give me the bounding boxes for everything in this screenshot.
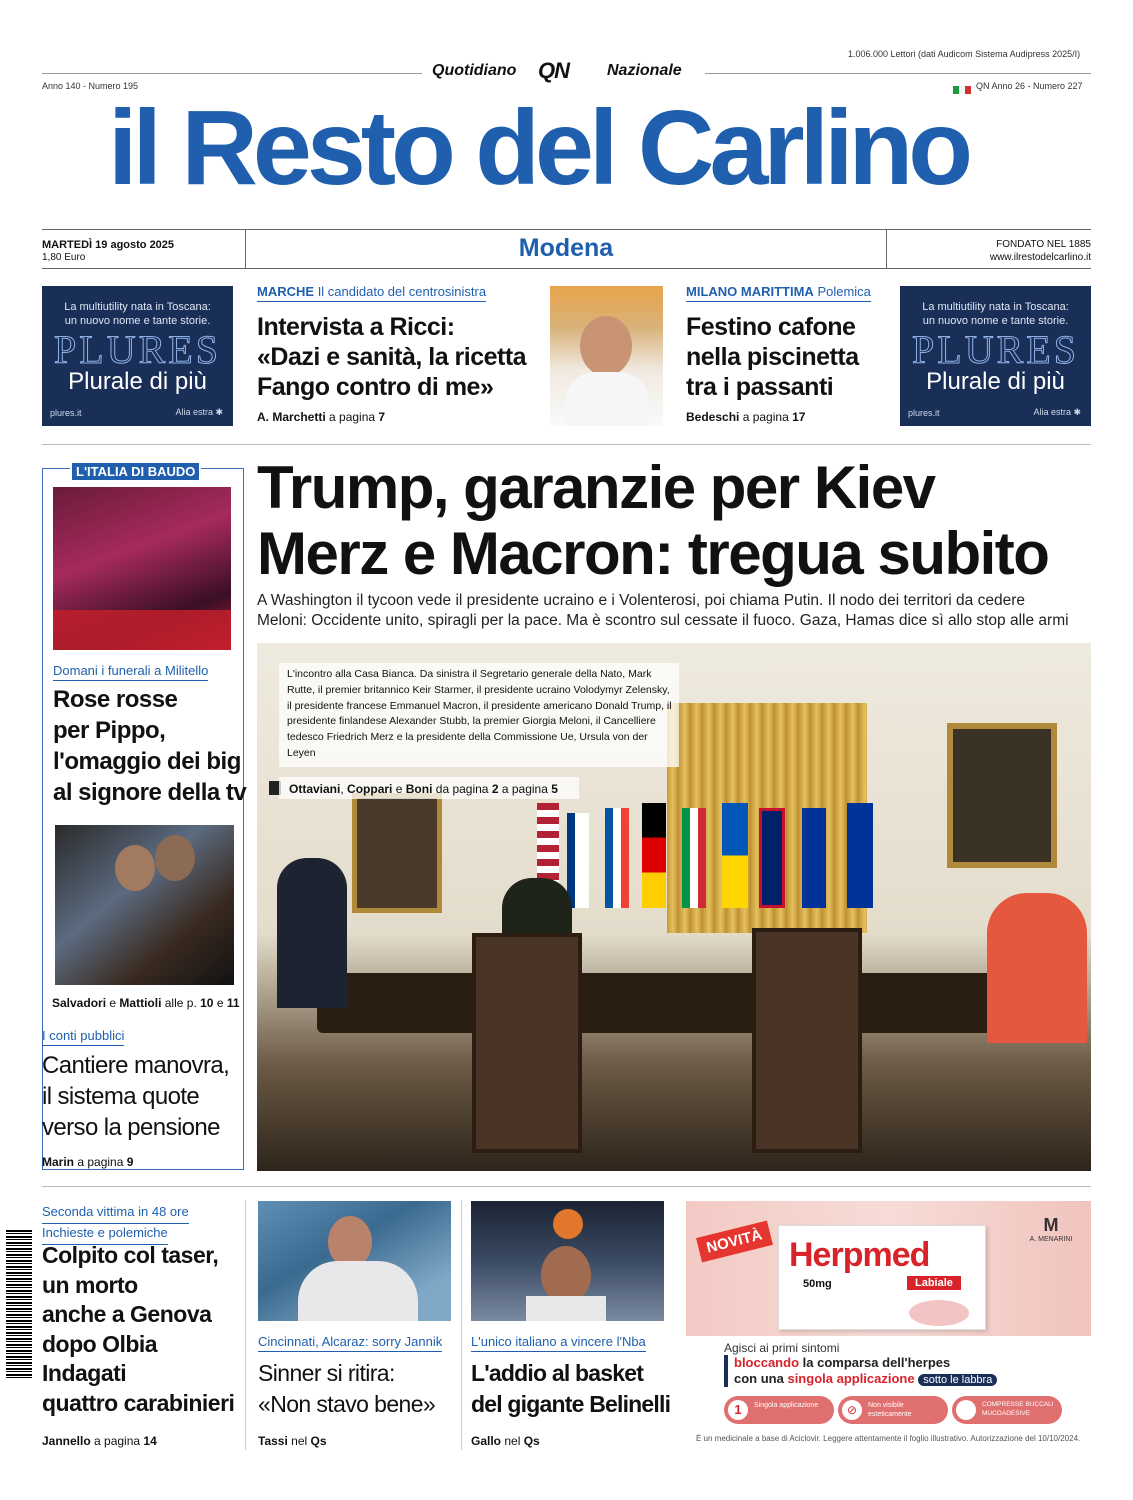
- ad-herpmed-pack: [778, 1225, 986, 1330]
- lead-credit: Ottaviani, Coppari e Boni da pagina 2 a pagina 5: [289, 782, 558, 796]
- bottom-row-divider: [42, 1186, 1091, 1187]
- ad-plures-right[interactable]: [900, 286, 1091, 426]
- tagline-left: Quotidiano: [432, 62, 517, 79]
- ad-plures-partners: Alia estra ✱: [1033, 407, 1081, 417]
- ad-herpmed-badge: NOVITÀ: [696, 1221, 773, 1263]
- ad-herpmed-disclaimer: È un medicinale a base di Aciclovir. Leggere attentamente il foglio illustrativo. Autorizzazione del 10/10/2024.: [696, 1434, 1081, 1443]
- ad-herpmed-feature-3: COMPRESSE BUCCALI MUCOADESIVE: [952, 1396, 1062, 1424]
- ad-herpmed-brand: Herpmed: [789, 1236, 930, 1274]
- ad-plures-url: plures.it: [908, 408, 940, 418]
- ad-herpmed-feature-2: ⊘ Non visibile esteticamente: [838, 1396, 948, 1424]
- ad-plures-line1: La multiutility nata in Toscana: un nuovo nome e tante storie.: [64, 301, 211, 327]
- lead-photo-caption: L'incontro alla Casa Bianca. Da sinistra il Segretario generale della Nato, Mark Rutte, il premier britannico Keir Starmer, il presidente ucraino Volodymyr Zelensky, il presidente francese Emmanuel Macron, il presidente americano Donald Trump, il presidente finlandese Alexander Stubb, la premier Giorgia Meloni, il Cancelliere tedesco Friedrich Merz e la presidente della Commissione Ue, Ursula von der Leyen: [287, 668, 672, 759]
- story-credit: Gallo nel Qs: [471, 1434, 540, 1448]
- ad-herpmed-line3: con una singola applicazione sotto le labbra: [734, 1371, 997, 1386]
- ricci-photo: [550, 286, 663, 426]
- story-headline: L'addio al basket del gigante Belinelli: [471, 1360, 671, 1417]
- dateline-divider-right: [886, 229, 887, 269]
- story-headline: Festino cafone nella piscinetta tra i passanti: [686, 313, 859, 401]
- ad-plures-slogan: Plurale di più: [926, 368, 1065, 395]
- story-kicker: Domani i funerali a Militello: [53, 663, 208, 681]
- dateline-top-rule: [42, 229, 1091, 230]
- white-house-meeting-photo: [257, 643, 1091, 1171]
- qn-logo: QN: [538, 58, 569, 83]
- lead-headline: Trump, garanzie per Kiev Merz e Macron: tregua subito: [257, 454, 1049, 587]
- eye-slash-icon: ⊘: [842, 1400, 862, 1420]
- issue-number-left: Anno 140 - Numero 195: [42, 81, 139, 91]
- story-credit: Bedeschi a pagina 17: [686, 410, 806, 424]
- story-credit: A. Marchetti a pagina 7: [257, 410, 386, 424]
- sidebar-label: L'ITALIA DI BAUDO: [70, 461, 201, 482]
- ad-plures-slogan: Plurale di più: [68, 368, 207, 395]
- barcode: [6, 1230, 32, 1378]
- website-link[interactable]: www.ilrestodelcarlino.it: [989, 252, 1091, 263]
- ad-herpmed-variant: Labiale: [907, 1276, 961, 1290]
- issue-price: 1,80 Euro: [42, 252, 86, 263]
- story-kicker: MILANO MARITTIMA Polemica: [686, 284, 871, 302]
- story-credit: Jannello a pagina 14: [42, 1434, 157, 1448]
- masthead-rule-right: [705, 73, 1091, 74]
- ad-plures-brand: PLURES: [54, 327, 221, 372]
- founded-year: FONDATO NEL 1885: [996, 239, 1091, 250]
- story-headline: Cantiere manovra, il sistema quote verso la pensione: [42, 1052, 230, 1141]
- lead-summary: A Washington il tycoon vede il presidente ucraino e i Volenterosi, poi chiama Putin. Il nodo dei territori da cedere Meloni: Occidente unito, spiragli per la pace. Ma è scontro sul cessate il fuoco. Gaza, Hamas dice sì allo stop alle armi: [257, 592, 1069, 629]
- ad-plures-brand: PLURES: [912, 327, 1079, 372]
- story-headline: Rose rosse per Pippo, l'omaggio dei big al signore della tv: [53, 686, 247, 806]
- ad-plures-url: plures.it: [50, 408, 82, 418]
- belinelli-photo: [471, 1201, 664, 1321]
- story-kicker: Cincinnati, Alcaraz: sorry Jannik: [258, 1334, 442, 1352]
- ad-herpmed-dose: 50mg: [803, 1278, 832, 1290]
- dateline-bottom-rule: [42, 268, 1091, 269]
- ad-herpmed-maker: M A. MENARINI: [1029, 1215, 1073, 1243]
- story-credit: Marin a pagina 9: [42, 1155, 134, 1169]
- ad-herpmed-feature-1: 1 Singola applicazione: [724, 1396, 834, 1424]
- story-headline: Sinner si ritira: «Non stavo bene»: [258, 1360, 436, 1417]
- story-kicker: I conti pubblici: [42, 1028, 124, 1046]
- ad-plures-line1: La multiutility nata in Toscana: un nuovo nome e tante storie.: [922, 301, 1069, 327]
- ad-herpmed[interactable]: [686, 1201, 1091, 1451]
- issue-number-right: QN Anno 26 - Numero 227: [976, 81, 1083, 91]
- edition-name: Modena: [518, 234, 614, 262]
- readers-note: 1.006.000 Lettori (dati Audicom Sistema Audipress 2025/I): [848, 49, 1081, 59]
- story-headline: Intervista a Ricci: «Dazi e sanità, la ricetta Fango contro di me»: [257, 313, 527, 401]
- ad-plures-partners: Alia estra ✱: [175, 407, 223, 417]
- tagline-right: Nazionale: [607, 62, 682, 79]
- sidebar-credit: Salvadori e Mattioli alle p. 10 e 11: [52, 996, 240, 1010]
- mourners-photo: [55, 825, 234, 985]
- ad-herpmed-line2: bloccando la comparsa dell'herpes: [734, 1355, 951, 1370]
- top-row-divider: [42, 444, 1091, 445]
- story-headline: Colpito col taser, un morto anche a Genova dopo Olbia Indagati quattro carabinieri: [42, 1242, 235, 1416]
- masthead-rule-left: [42, 73, 422, 74]
- ad-herpmed-line1: Agisci ai primi sintomi: [724, 1341, 840, 1355]
- baudo-tribute-photo: [53, 487, 231, 650]
- column-divider: [461, 1200, 462, 1450]
- issue-date: MARTEDÌ 19 agosto 2025: [42, 239, 175, 251]
- ad-plures-left[interactable]: [42, 286, 233, 426]
- story-kicker: L'unico italiano a vincere l'Nba: [471, 1334, 646, 1352]
- newspaper-title: il Resto del Carlino: [108, 89, 969, 207]
- story-credit: Tassi nel Qs: [258, 1434, 327, 1448]
- column-divider: [245, 1200, 246, 1450]
- number-one-icon: 1: [728, 1400, 748, 1420]
- story-kicker: Seconda vittima in 48 ore Inchieste e polemiche: [42, 1203, 189, 1245]
- sinner-photo: [258, 1201, 451, 1321]
- story-kicker: MARCHE Il candidato del centrosinistra: [257, 284, 486, 302]
- tablet-icon: [956, 1400, 976, 1420]
